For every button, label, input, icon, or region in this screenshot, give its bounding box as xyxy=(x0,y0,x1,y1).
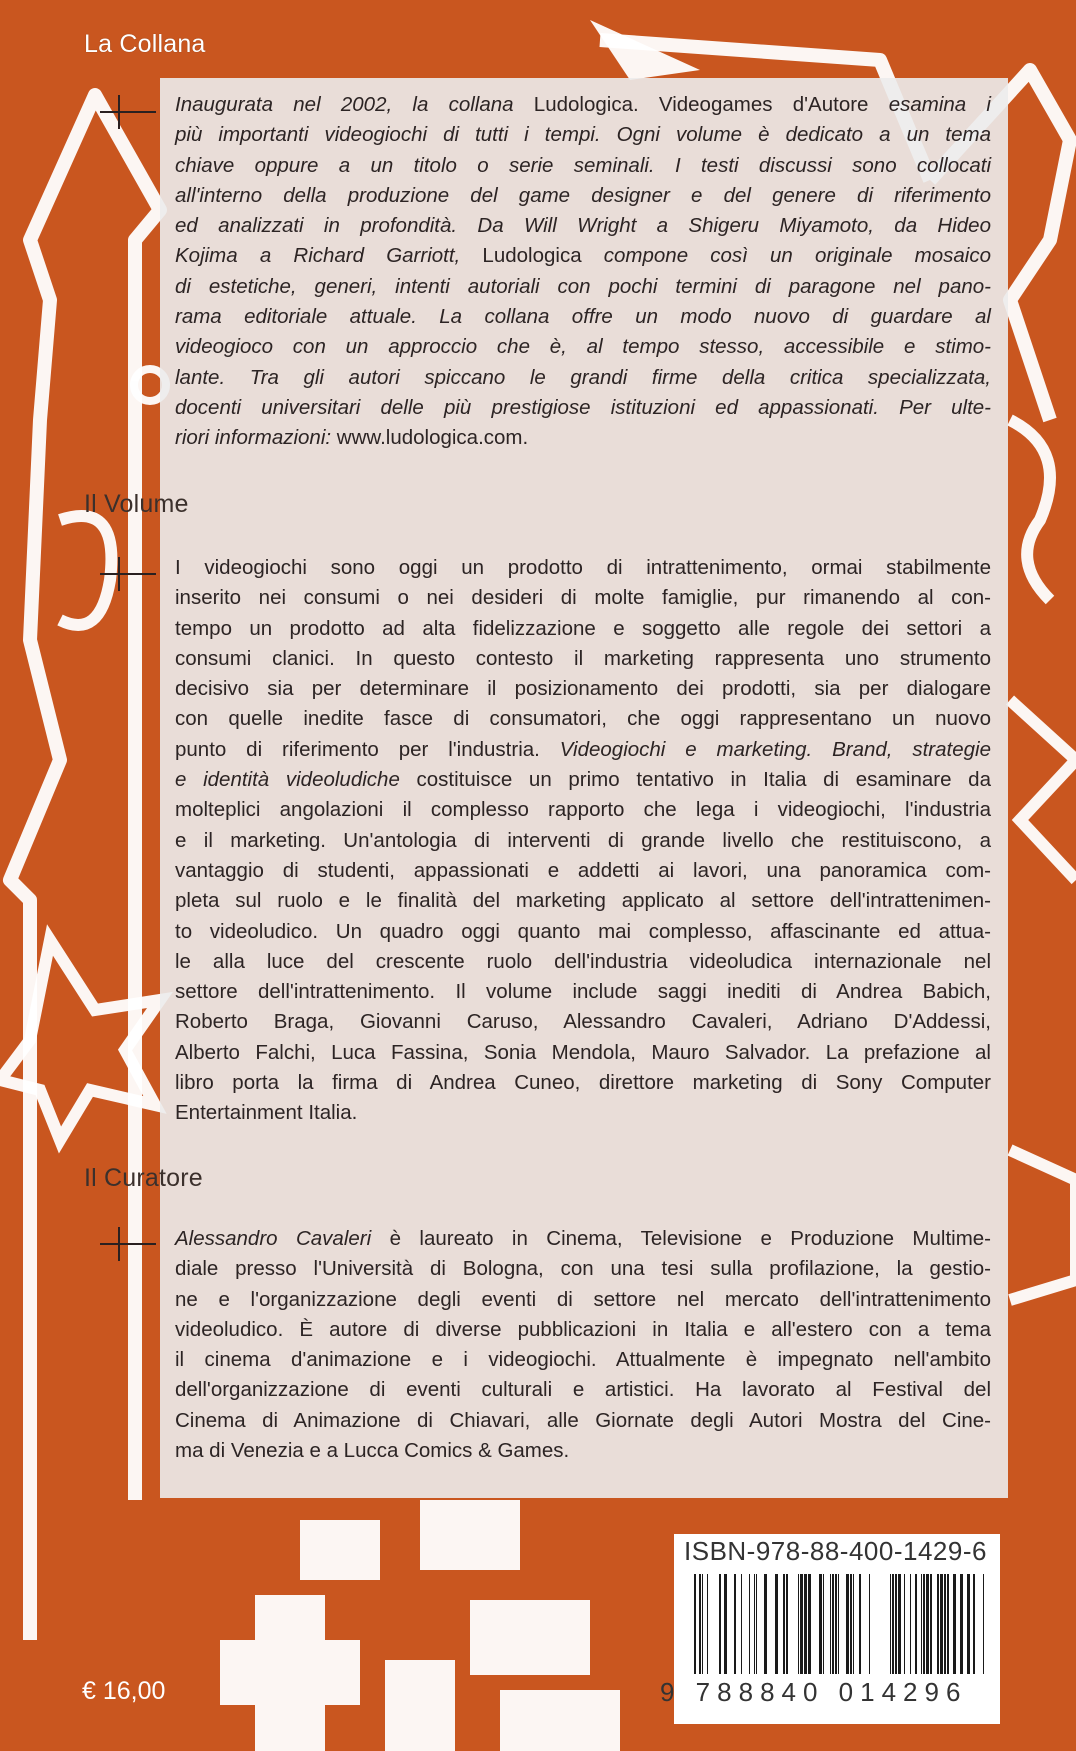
text-line: e identità videoludiche costituisce un primo tentativo in Italia di esaminare da xyxy=(175,768,991,792)
text-line: videogioco con un approccio che è, al tempo stesso, accessibile e stimo- xyxy=(175,335,991,359)
isbn-number: ISBN-978-88-400-1429-6 xyxy=(684,1536,987,1566)
text-line: inserito nei consumi o nei desideri di molte famiglie, pur rimanendo al con- xyxy=(175,586,991,610)
text-line: pleta sul ruolo e le finalità del marketing applicato al settore dell'intrattenimen- xyxy=(175,889,991,913)
text-line: lante. Tra gli autori spiccano le grandi firme della critica specializzata, xyxy=(175,365,991,389)
text-line: Cinema di Animazione di Chiavari, alle Giornate degli Autori Mostra del Cine- xyxy=(175,1408,991,1432)
text-line: il cinema d'animazione e i videogiochi. Attualmente è impegnato nell'ambito xyxy=(175,1348,991,1372)
text-line: dell'organizzazione di eventi culturali e artistici. Ha lavorato al Festival del xyxy=(175,1378,991,1402)
volume-paragraph xyxy=(175,553,991,1129)
text-line: consumi clanici. In questo contesto il marketing rappresenta uno strumento xyxy=(175,646,991,670)
text-line: più importanti videogiochi di tutti i tempi. Ogni volume è dedicato a un tema xyxy=(175,123,991,147)
text-line: Kojima a Richard Garriott, Ludologica compone così un originale mosaico xyxy=(175,244,991,268)
text-line: tempo un prodotto ad alta fidelizzazione e soggetto alle regole dei settori a xyxy=(175,616,991,640)
text-line: riori informazioni: www.ludologica.com. xyxy=(175,426,529,450)
barcode-icon xyxy=(690,1574,990,1690)
text-line: Entertainment Italia. xyxy=(175,1101,358,1125)
text-line: decisivo sia per determinare il posizionamento dei prodotti, sia per dialogare xyxy=(175,677,991,701)
text-line: settore dell'intrattenimento. Il volume include saggi inediti di Andrea Babich, xyxy=(175,980,991,1004)
section-heading-collana: La Collana xyxy=(84,30,206,58)
text-line: Roberto Braga, Giovanni Caruso, Alessandro Cavaleri, Adriano D'Addessi, xyxy=(175,1010,991,1034)
text-line: I videogiochi sono oggi un prodotto di intrattenimento, ormai stabilmente xyxy=(175,556,991,579)
curatore-paragraph xyxy=(175,1224,991,1466)
barcode-digits: 9 788840 014296 xyxy=(660,1677,968,1707)
text-line: Inaugurata nel 2002, la collana Ludologica. Videogames d'Autore esamina i xyxy=(175,93,991,116)
text-line: Alessandro Cavaleri è laureato in Cinema, Televisione e Produzione Multime- xyxy=(175,1227,992,1250)
text-line: con quelle inedite fasce di consumatori, che oggi rappresentano un nuovo xyxy=(175,707,991,731)
section-heading-curatore: Il Curatore xyxy=(84,1164,203,1192)
text-line: molteplici angolazioni il complesso rapporto che lega i videogiochi, l'industria xyxy=(175,798,991,822)
text-line: vantaggio di studenti, appassionati e addetti ai lavori, una panoramica com- xyxy=(175,858,991,882)
text-line: chiave oppure a un titolo o serie seminali. I testi discussi sono collocati xyxy=(175,153,991,177)
text-line: ne e l'organizzazione degli eventi di settore nel mercato dell'intrattenimento xyxy=(175,1287,991,1311)
text-line: libro porta la firma di Andrea Cuneo, direttore marketing di Sony Computer xyxy=(175,1071,991,1095)
text-line: di estetiche, generi, intenti autoriali con pochi termini di paragone nel pano- xyxy=(175,274,991,298)
text-line: diale presso l'Università di Bologna, con una tesi sulla profilazione, la gestio- xyxy=(175,1257,991,1281)
text-line: le alla luce del crescente ruolo dell'industria videoludica internazionale nel xyxy=(175,949,991,973)
section-heading-volume: Il Volume xyxy=(84,490,189,518)
collana-paragraph xyxy=(175,90,991,454)
text-line: docenti universitari delle più prestigiose istituzioni ed appassionati. Per ulte- xyxy=(175,395,991,419)
text-line: videoludico. È autore di diverse pubblicazioni in Italia e all'estero con a tema xyxy=(175,1317,991,1341)
price-label: € 16,00 xyxy=(82,1677,166,1705)
text-line: ma di Venezia e a Lucca Comics & Games. xyxy=(175,1439,570,1463)
text-line: all'interno della produzione del game designer e del genere di riferimento xyxy=(175,183,991,207)
text-line: punto di riferimento per l'industria. Videogiochi e marketing. Brand, strategie xyxy=(175,737,991,761)
text-line: e il marketing. Un'antologia di interventi di grande livello che restituiscono, a xyxy=(175,828,991,852)
text-line: rama editoriale attuale. La collana offre un modo nuovo di guardare al xyxy=(175,305,991,329)
text-line: to videoludico. Un quadro oggi quanto mai complesso, affascinante ed attua- xyxy=(175,919,991,943)
text-line: Alberto Falchi, Luca Fassina, Sonia Mendola, Mauro Salvador. La prefazione al xyxy=(175,1040,991,1064)
text-line: ed analizzati in profondità. Da Will Wright a Shigeru Miyamoto, da Hideo xyxy=(175,214,991,238)
